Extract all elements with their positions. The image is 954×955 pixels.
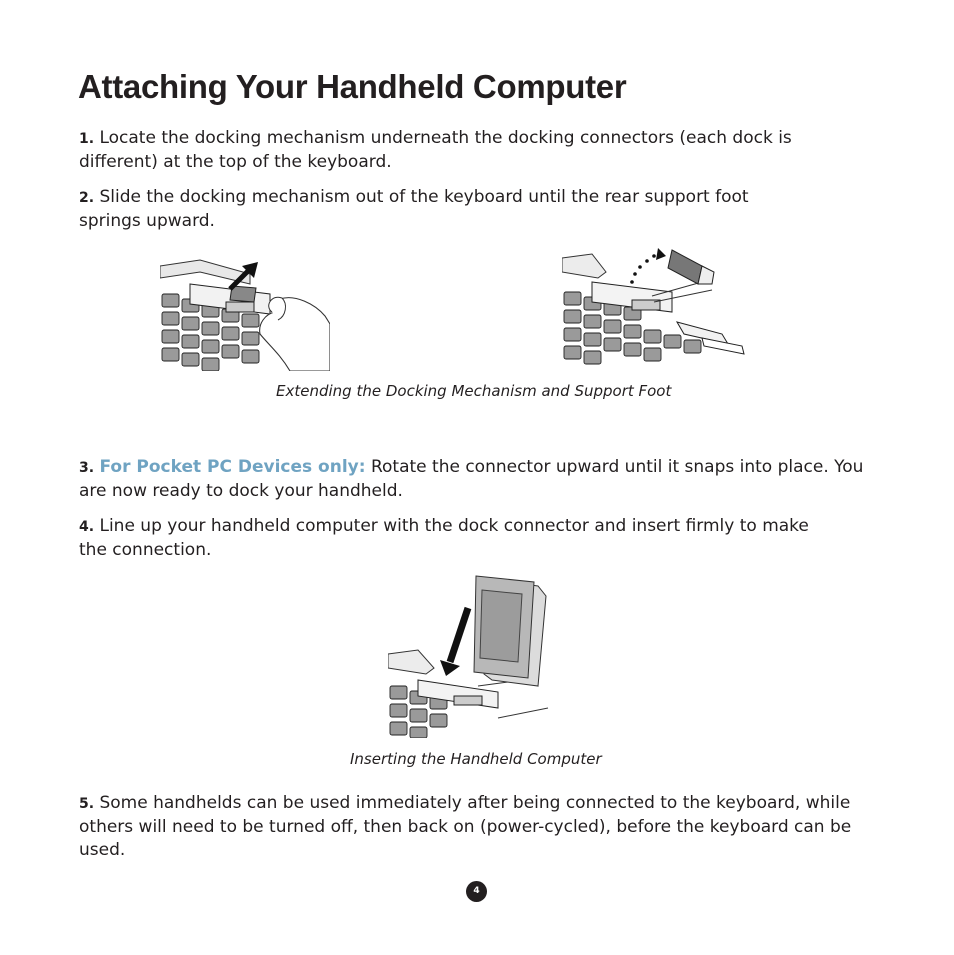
handheld-insert-illustration [388, 568, 558, 738]
figure-caption-1: Extending the Docking Mechanism and Support Foot [276, 382, 672, 400]
step-1 [79, 127, 819, 174]
figure-caption-2: Inserting the Handheld Computer [350, 750, 602, 768]
step-2 [79, 186, 779, 233]
dock-slide-illustration [160, 254, 330, 371]
step-text: Rotate the connector upward until it snaps into place. You are now ready to dock your handheld. [79, 457, 864, 501]
step-number: 1. [79, 131, 95, 147]
step-3 [79, 456, 879, 503]
step-number: 3. [79, 460, 95, 476]
step-text: Some handhelds can be used immediately after being connected to the keyboard, while others will need to be turned off, then back on (power-cycled), before the keyboard can be used. [79, 793, 852, 860]
page-number-badge: 4 [466, 881, 487, 902]
page-title: Attaching Your Handheld Computer [78, 68, 627, 105]
step-number: 2. [79, 190, 95, 206]
step-5 [79, 792, 879, 862]
step-text: Line up your handheld computer with the dock connector and insert firmly to make the connection. [79, 516, 809, 560]
step-4 [79, 515, 829, 562]
step-number: 4. [79, 519, 95, 535]
step-number: 5. [79, 796, 95, 812]
step-text: Slide the docking mechanism out of the keyboard until the rear support foot springs upward. [79, 187, 749, 231]
step-text: Locate the docking mechanism underneath the docking connectors (each dock is different) at the top of the keyboard. [79, 128, 792, 172]
step-highlight: For Pocket PC Devices only: [99, 457, 366, 477]
support-foot-illustration [562, 242, 752, 372]
